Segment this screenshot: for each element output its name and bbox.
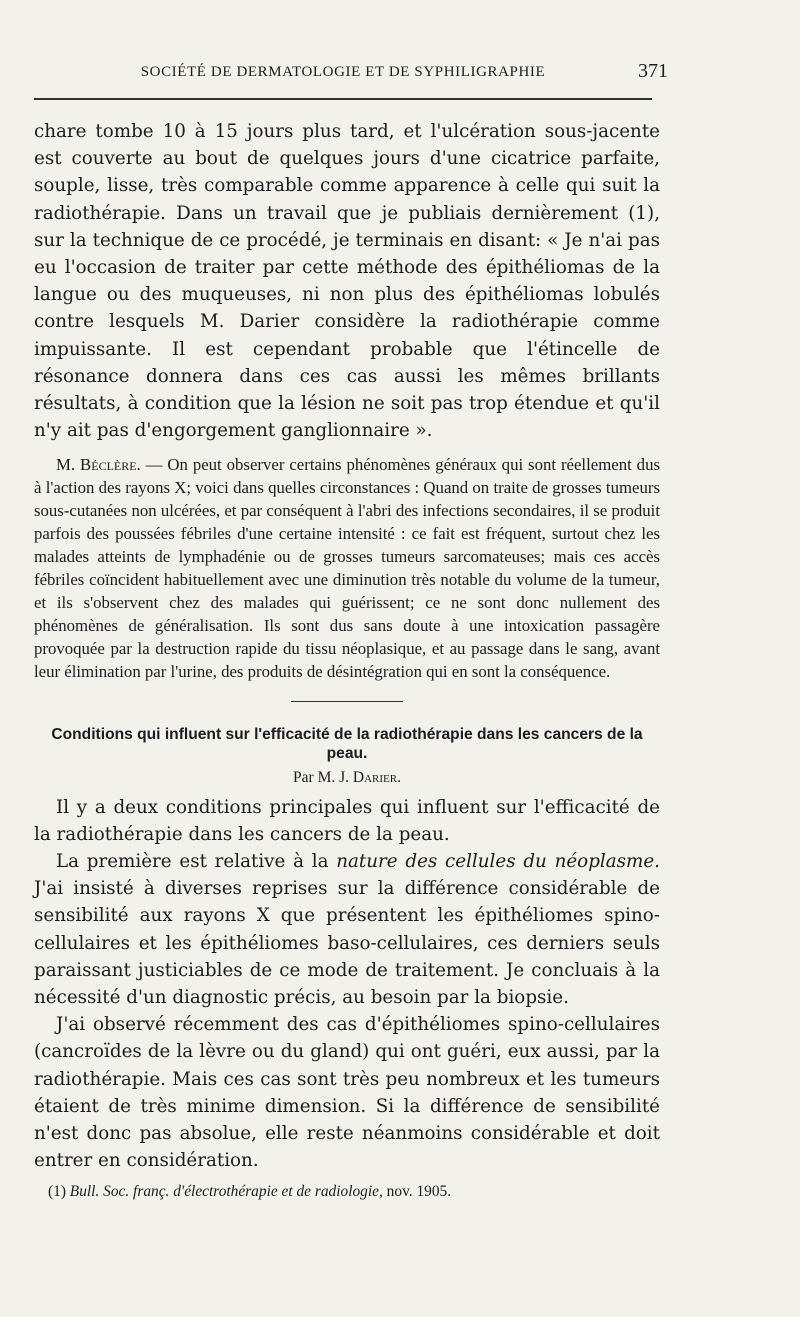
beclere-paragraph (34, 454, 660, 683)
footnote-source: Bull. Soc. franç. d'électrothérapie et de radiologie, (69, 1183, 383, 1201)
footnote-mark: (1) (48, 1183, 70, 1201)
continued-paragraph: chare tombe 10 à 15 jours plus tard, et l'ulcération sous-jacente est couverte au bout de quelques jours d'une cicatrice parfaite, souple, lisse, très comparable comme apparence à celle qui suit la radiothérapie. Dans un travail que je publiais dernièrement (1), sur la technique de ce procédé, je terminais en disant: « Je n'ai pas eu l'occasion de traiter par cette méthode des épithéliomas de la langue ou des muqueuses, ni non plus des épithéliomas lobulés contre lesquels M. Darier considère la radiothérapie comme impuissante. Il est cependant probable que l'étincelle de résonance donnera dans ces cas aussi les mêmes brillants résultats, à condition que la lésion ne soit pas trop étendue et qu'il n'y ait pas d'engorgement ganglionnaire ». (34, 121, 660, 442)
article-paragraph-2 (34, 848, 660, 1011)
article-paragraph-1: Il y a deux conditions principales qui influent sur l'efficacité de la radiothérapie dans les cancers de la peau. (34, 796, 660, 845)
author-name: Darier. (352, 768, 401, 786)
byline-prefix: Par M. J. (293, 768, 353, 786)
beclere-text: — On peut observer certains phénomènes généraux qui sont réellement dus à l'action des rayons X; voici dans quelles circonstances : Quand on traite de grosses tumeurs sous-cutanées non ulcérées, et par conséquent à l'abri des infections secondaires, il se produit parfois des poussées fébriles d'une certaine intensité : ce fait est fréquent, surtout chez les malades atteints de lymphadénie ou de grosses tumeurs sarcomateuses; mais ces accès fébriles coïncident habituellement avec une diminution très notable du volume de la tumeur, et ils s'observent chez des malades qui guérissent; ce ne sont donc nullement des phénomènes de généralisation. Ils sont dus sans doute à une intoxication passagère provoquée par la destruction rapide du tissu néoplasique, et au passage dans le sang, avant leur élimination par l'urine, des produits de désintégration qui en sont la conséquence. (34, 455, 660, 681)
section-separator (291, 701, 403, 702)
footnote (34, 1182, 660, 1202)
page-number: 371 (638, 60, 668, 82)
p2-italic: nature des cellules du néoplasme. (336, 850, 660, 872)
p2-before: La première est relative à la (56, 850, 337, 872)
p2-after: J'ai insisté à diverses reprises sur la différence considérable de sensibilité aux rayons X que présentent les épithéliomes spino-cellulaires et les épithéliomes baso-cellulaires, ces derniers seuls paraissant justiciables de ce mode de traitement. Je concluais à la nécessité d'un diagnostic précis, au besoin par la biopsie. (34, 878, 660, 1008)
text-body (34, 118, 660, 1202)
header-rule (34, 98, 652, 100)
running-head: SOCIÉTÉ DE DERMATOLOGIE ET DE SYPHILIGRAPHIE (140, 64, 546, 80)
section-title: Conditions qui influent sur l'efficacité de la radiothérapie dans les cancers de la peau. (51, 725, 643, 762)
byline (34, 769, 660, 787)
footnote-date: nov. 1905. (382, 1183, 452, 1201)
article-paragraph-3: J'ai observé récemment des cas d'épithéliomes spino-cellulaires (cancroïdes de la lèvre ou du gland) qui ont guéri, eux aussi, par la radiothérapie. Mais ces cas sont très peu nombreux et les tumeurs étaient de très minime dimension. Si la différence de sensibilité n'est donc pas absolue, elle reste néanmoins considérable et doit entrer en considération. (34, 1014, 660, 1172)
speaker-name: M. Béclère. (56, 455, 141, 475)
